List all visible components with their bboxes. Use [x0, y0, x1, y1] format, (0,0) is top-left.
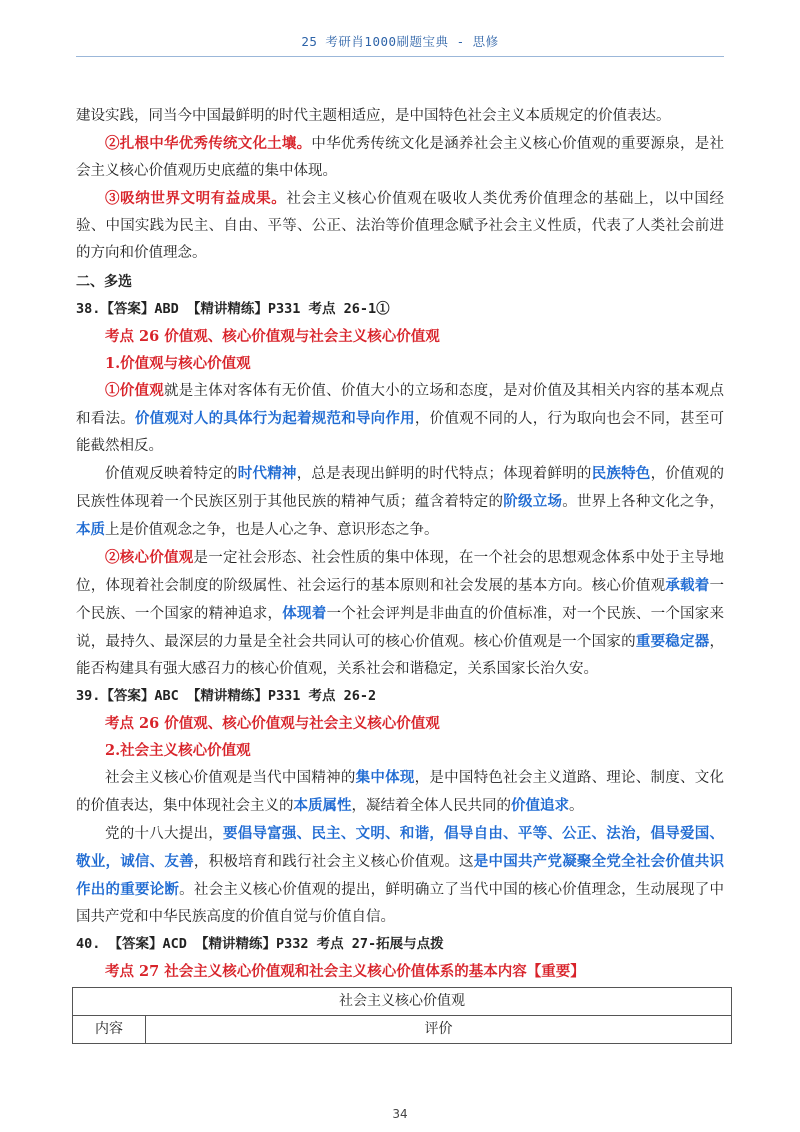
kaodian-subtitle-39: 2.社会主义核心价值观 [105, 742, 251, 759]
paragraph-values-reflection: 价值观反映着特定的时代精神，总是表现出鲜明的时代特点；体现着鲜明的民族特色，价值观的民族性体现着一个民族区别于其他民族的精神气质；蕴含着特定的阶级立场。世界上各种文化之争，本质上是价值观念之争，也是人心之争、意识形态之争。 [76, 465, 725, 538]
section-heading: 二、多选 [76, 274, 132, 290]
table-header-content: 内容 [73, 1016, 146, 1044]
kaodian-title-39: 考点 26 价值观、核心价值观与社会主义核心价值观 [105, 715, 440, 732]
paragraph-eighteenth-congress: 党的十八大提出，要倡导富强、民主、文明、和谐，倡导自由、平等、公正、法治，倡导爱国、敬业，诚信、友善，积极培育和践行社会主义核心价值观。这是中国共产党凝聚全党全社会价值共识作出的重要论断。社会主义核心价值观的提出，鲜明确立了当代中国的核心价值理念，生动展现了中国共产党和中华民族高度的价值自觉与价值自信。 [76, 825, 725, 925]
highlight-world-civilization: ③吸纳世界文明有益成果。 [105, 190, 287, 207]
kaodian-title-40: 考点 27 社会主义核心价值观和社会主义核心价值体系的基本内容【重要】 [105, 963, 585, 980]
core-values-table [72, 987, 732, 1044]
page-header: 25 考研肖1000刷题宝典 - 思修 [301, 34, 499, 49]
paragraph-values-definition: ①价值观就是主体对客体有无价值、价值大小的立场和态度，是对价值及其相关内容的基本观点和看法。价值观对人的具体行为起着规范和导向作用，价值观不同的人，行为取向也会不同，甚至可能截然相反。 [76, 382, 725, 454]
kaodian-title-38: 考点 26 价值观、核心价值观与社会主义核心价值观 [105, 328, 440, 345]
table-caption: 社会主义核心价值观 [73, 988, 732, 1016]
answer-39: 39.【答案】ABC 【精讲精练】P331 考点 26-2 [76, 688, 377, 704]
paragraph-intro: 建设实践，同当今中国最鲜明的时代主题相适应，是中国特色社会主义本质规定的价值表达。 [76, 108, 671, 124]
paragraph-world-civilization: ③吸纳世界文明有益成果。社会主义核心价值观在吸收人类优秀价值理念的基础上，以中国经验、中国实践为民主、自由、平等、公正、法治等价值理念赋予社会主义性质，代表了人类社会前进的方向和价值理念。 [76, 190, 725, 261]
paragraph-core-values: ②核心价值观是一定社会形态、社会性质的集中体现，在一个社会的思想观念体系中处于主导地位，体现着社会制度的阶级属性、社会运行的基本原则和社会发展的基本方向。核心价值观承载着一个民族、一个国家的精神追求，体现着一个社会评判是非曲直的价值标准，对一个民族、一个国家来说，最持久、最深层的力量是全社会共同认可的核心价值观。核心价值观是一个国家的重要稳定器，能否构建具有强大感召力的核心价值观，关系社会和谐稳定，关系国家长治久安。 [76, 549, 725, 677]
page-number: 34 [392, 1107, 408, 1121]
page-content [76, 103, 724, 1044]
paragraph-root-culture: ②扎根中华优秀传统文化土壤。中华优秀传统文化是涵养社会主义核心价值观的重要源泉，是社会主义核心价值观历史底蕴的集中体现。 [76, 135, 725, 179]
table-header-evaluation: 评价 [146, 1016, 732, 1044]
highlight-root-culture: ②扎根中华优秀传统文化土壤。 [105, 135, 312, 152]
header-divider [76, 56, 724, 57]
kaodian-subtitle-38: 1.价值观与核心价值观 [105, 355, 251, 372]
answer-40: 40. 【答案】ACD 【精讲精练】P332 考点 27-拓展与点拨 [76, 936, 444, 952]
answer-38: 38.【答案】ABD 【精讲精练】P331 考点 26-1① [76, 301, 390, 317]
paragraph-socialist-core-values: 社会主义核心价值观是当代中国精神的集中体现，是中国特色社会主义道路、理论、制度、文化的价值表达，集中体现社会主义的本质属性，凝结着全体人民共同的价值追求。 [76, 769, 725, 814]
